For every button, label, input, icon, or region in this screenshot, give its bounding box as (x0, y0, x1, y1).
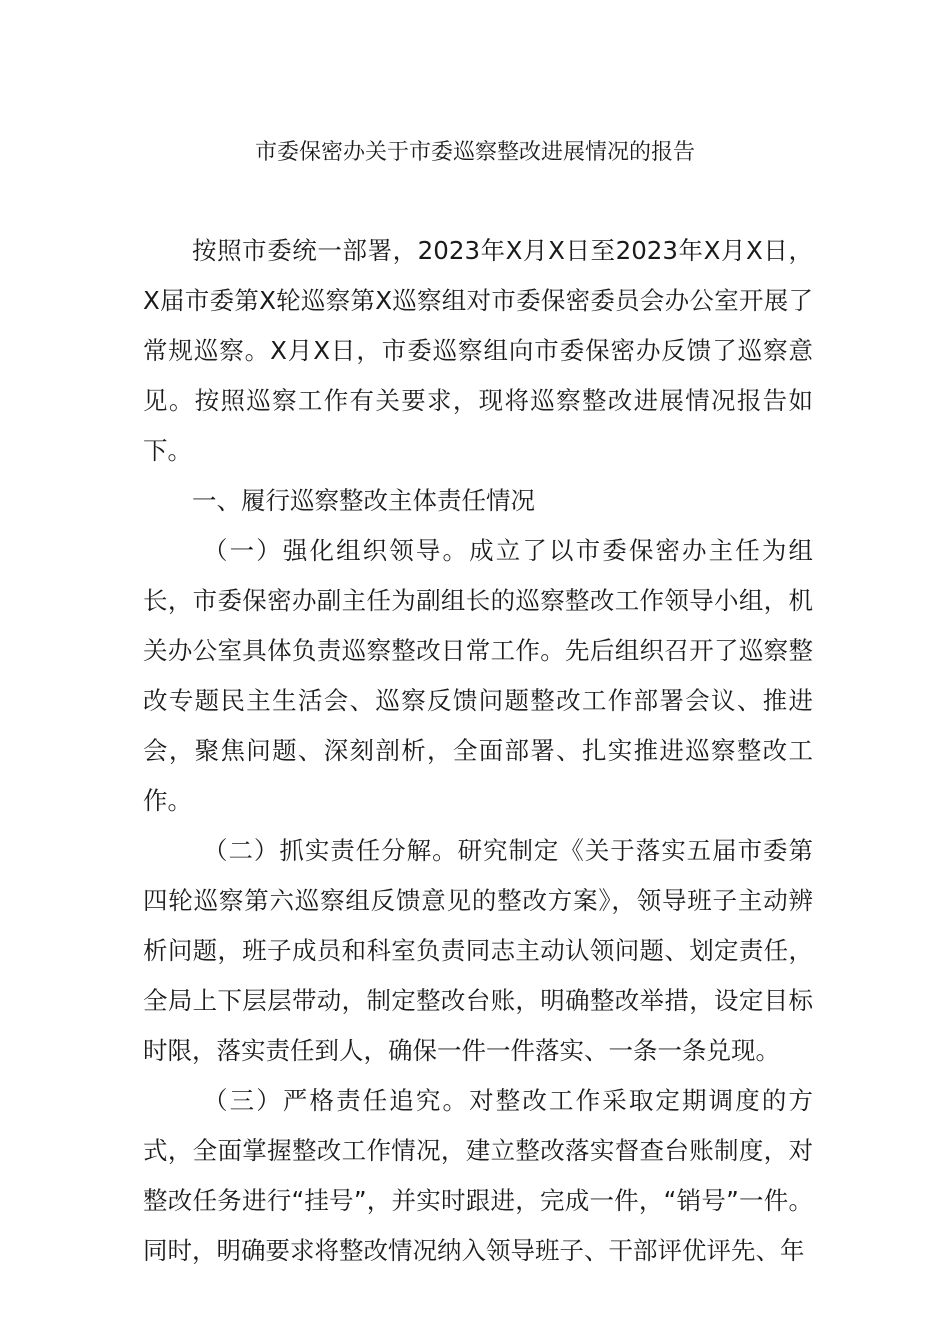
section-item-paragraph: （一）强化组织领导。成立了以市委保密办主任为组长，市委保密办副主任为副组长的巡察整改工作领导小组，机关办公室具体负责巡察整改日常工作。先后组织召开了巡察整改专题民主生活会、巡察反馈问题整改工作部署会议、推进会，聚焦问题、深刻剖析，全面部署、扎实推进巡察整改工作。 (143, 536, 813, 815)
section-heading: 一、履行巡察整改主体责任情况 (192, 486, 535, 515)
document-body (143, 226, 813, 1276)
intro-paragraph: 按照市委统一部署，2023年X月X日至2023年X月X日，X届市委第X轮巡察第X巡察组对市委保密委员会办公室开展了常规巡察。X月X日，市委巡察组向市委保密办反馈了巡察意见。按照巡察工作有关要求，现将巡察整改进展情况报告如下。 (143, 236, 813, 465)
section-item-paragraph: （二）抓实责任分解。研究制定《关于落实五届市委第四轮巡察第六巡察组反馈意见的整改方案》，领导班子主动辨析问题，班子成员和科室负责同志主动认领问题、划定责任，全局上下层层带动，制定整改台账，明确整改举措，设定目标时限，落实责任到人，确保一件一件落实、一条一条兑现。 (143, 836, 813, 1065)
document-title: 市委保密办关于市委巡察整改进展情况的报告 (254, 140, 695, 165)
section-item-paragraph: （三）严格责任追究。对整改工作采取定期调度的方式，全面掌握整改工作情况，建立整改落实督查台账制度，对整改任务进行“挂号”，并实时跟进，完成一件，“销号”一件。同时，明确要求将整改情况纳入领导班子、干部评优评先、年 (143, 1086, 813, 1265)
